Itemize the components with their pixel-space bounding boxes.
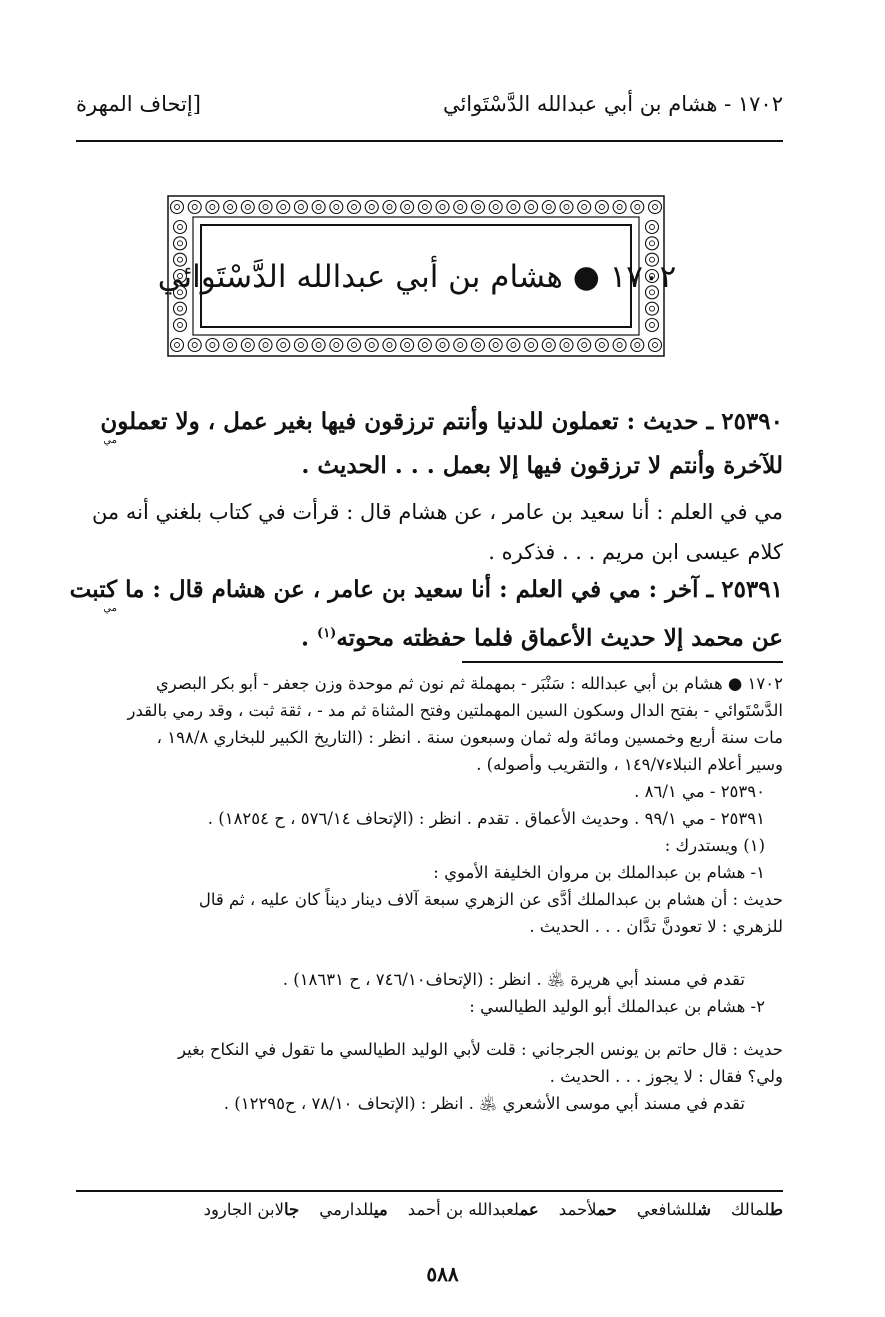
border-motif-core	[192, 343, 197, 348]
border-motif-core	[546, 343, 551, 348]
border-motif	[241, 201, 254, 214]
border-motif-core	[245, 205, 250, 210]
border-motif	[348, 201, 361, 214]
abbreviation-item	[731, 1200, 783, 1219]
border-motif-core	[369, 343, 374, 348]
hadith-25391-line-2: عن محمد إلا حديث الأعماق فلما حفظته محوته$^{(١)}$ .	[301, 624, 783, 652]
abbreviation-label: لمالك	[730, 1200, 770, 1219]
border-motif-core	[228, 343, 233, 348]
footnote-line: الدَّسْتَوائي - بفتح الدال وسكون السين المهملتين وفتح المثناة ثم مد - ، ثقة ثبت ، وقد رمي بالقدر	[127, 701, 783, 720]
border-motif-core	[405, 343, 410, 348]
border-motif	[312, 339, 325, 352]
border-motif	[646, 302, 659, 315]
border-motif-core	[352, 343, 357, 348]
border-motif-core	[316, 205, 321, 210]
footnote-line: ٢٥٣٩٠ - مي ٨٦/١ .	[634, 782, 765, 801]
footer-divider	[76, 1190, 783, 1192]
border-motif-core	[564, 343, 569, 348]
footnote-divider	[462, 661, 783, 663]
border-motif	[489, 339, 502, 352]
border-motif-core	[458, 205, 463, 210]
border-motif	[631, 339, 644, 352]
border-motif-core	[635, 343, 640, 348]
abbreviation-item	[204, 1200, 300, 1219]
border-motif-core	[298, 343, 303, 348]
border-motif	[489, 201, 502, 214]
border-motif-core	[228, 205, 233, 210]
border-motif-core	[245, 343, 250, 348]
hadith-25391-marker: مي	[103, 603, 117, 614]
footnote-line: تقدم في مسند أبي هريرة ﵁ . انظر : (الإتحاف٧٤٦/١٠ ، ح ١٨٦٣١) .	[282, 970, 745, 989]
border-motif	[401, 201, 414, 214]
abbreviation-code: جا	[283, 1200, 300, 1219]
hadith-25390-line-2: للآخرة وأنتم لا ترزقون فيها إلا بعمل . . . الحديث .	[301, 452, 783, 479]
border-motif-core	[617, 343, 622, 348]
footnote-line: حديث : قال حاتم بن يونس الجرجاني : قلت لأبي الوليد الطيالسي ما تقول في النكاح بغير	[178, 1040, 783, 1059]
border-motif	[171, 201, 184, 214]
border-motif-core	[511, 205, 516, 210]
border-motif-core	[546, 205, 551, 210]
footnote-line: وسير أعلام النبلاء١٤٩/٧ ، والتقريب وأصوله) .	[476, 755, 783, 774]
hadith-25390-line-1: ٢٥٣٩٠ ـ حديث : تعملون للدنيا وأنتم ترزقون فيها بغير عمل ، ولا تعملون	[100, 408, 783, 435]
border-motif	[507, 201, 520, 214]
abbreviation-item	[319, 1200, 388, 1219]
border-motif	[595, 201, 608, 214]
border-motif	[348, 339, 361, 352]
border-motif	[649, 201, 662, 214]
border-motif	[312, 201, 325, 214]
border-motif	[330, 339, 343, 352]
border-motif	[646, 221, 659, 234]
border-motif	[542, 339, 555, 352]
border-motif	[294, 339, 307, 352]
abbreviation-code: حم	[597, 1200, 617, 1219]
border-motif-core	[263, 205, 268, 210]
footnote-line: ١٧٠٢ ● هشام بن أبي عبدالله : سَنْبَر - بمهملة ثم نون ثم موحدة وزن جعفر - أبو بكر البصري	[155, 674, 783, 693]
border-motif-core	[210, 343, 215, 348]
footnote-line: ٢٥٣٩١ - مي ٩٩/١ . وحديث الأعماق . تقدم . انظر : (الإتحاف ٥٧٦/١٤ ، ح ١٨٢٥٤) .	[207, 809, 765, 828]
border-motif	[560, 339, 573, 352]
border-motif-core	[650, 323, 655, 328]
footnote-line: حديث : أن هشام بن عبدالملك أدَّى عن الزهري سبعة آلاف دينار ديناً كان عليه ، ثم قال	[198, 890, 783, 909]
abbreviation-label: للشافعي	[636, 1200, 698, 1219]
border-motif	[206, 201, 219, 214]
border-motif	[174, 221, 187, 234]
border-motif-core	[281, 205, 286, 210]
border-motif	[631, 201, 644, 214]
border-motif-core	[529, 343, 534, 348]
border-motif	[383, 201, 396, 214]
border-motif	[330, 201, 343, 214]
border-motif	[418, 201, 431, 214]
border-motif	[436, 201, 449, 214]
border-motif-core	[599, 343, 604, 348]
border-motif	[171, 339, 184, 352]
border-motif-core	[316, 343, 321, 348]
abbreviation-label: للدارمي	[319, 1200, 374, 1219]
border-motif-core	[422, 343, 427, 348]
border-motif-core	[653, 343, 658, 348]
border-motif	[613, 201, 626, 214]
footnote-line: ١- هشام بن عبدالملك بن مروان الخليفة الأموي :	[433, 863, 765, 882]
abbreviations-key	[76, 1200, 783, 1230]
abbreviation-code: ط	[769, 1200, 783, 1219]
border-motif-core	[334, 343, 339, 348]
border-motif	[649, 339, 662, 352]
border-motif	[454, 339, 467, 352]
border-motif	[646, 237, 659, 250]
border-motif-core	[440, 205, 445, 210]
chapter-title-frame	[157, 195, 677, 357]
footnote-line: ولي؟ فقال : لا يجوز . . . الحديث .	[549, 1067, 783, 1086]
border-motif-core	[263, 343, 268, 348]
header-divider	[76, 140, 783, 142]
border-motif	[436, 339, 449, 352]
border-motif	[646, 319, 659, 332]
border-motif-core	[650, 225, 655, 230]
border-motif-core	[650, 306, 655, 311]
border-motif	[578, 201, 591, 214]
footnote-reference: (١)	[317, 626, 337, 641]
abbreviation-code: ش	[697, 1200, 711, 1219]
border-motif	[241, 339, 254, 352]
border-motif	[206, 339, 219, 352]
footnote-line: ٢- هشام بن عبدالملك أبو الوليد الطيالسي :	[469, 997, 765, 1016]
border-motif	[542, 201, 555, 214]
footnote-line: للزهري : لا تعودنَّ تدَّان . . . الحديث .	[529, 917, 783, 936]
hadith-25390-source-1: مي في العلم : أنا سعيد بن عامر ، عن هشام قال : قرأت في كتاب بلغني أنه من	[91, 500, 783, 524]
chapter-title: ١٧٠٢ ● هشام بن أبي عبدالله الدَّسْتَوائي	[157, 259, 677, 295]
abbreviation-item	[408, 1200, 539, 1219]
border-motif-core	[175, 205, 180, 210]
border-motif-core	[281, 343, 286, 348]
border-motif-core	[635, 205, 640, 210]
border-motif	[454, 201, 467, 214]
hadith-25390-source-2: كلام عيسى ابن مريم . . . فذكره .	[488, 540, 783, 564]
running-head-title: ١٧٠٢ - هشام بن أبي عبدالله الدَّسْتَوائي	[442, 92, 783, 116]
border-motif	[224, 201, 237, 214]
footnote-line: مات سنة أربع وخمسين ومائة وله ثمان وسبعون سنة . انظر : (التاريخ الكبير للبخاري ١٩٨/٨ ،	[156, 728, 783, 747]
border-motif-core	[582, 205, 587, 210]
abbreviation-code: عم	[519, 1200, 539, 1219]
border-motif	[188, 339, 201, 352]
border-motif	[259, 339, 272, 352]
border-motif	[578, 339, 591, 352]
border-motif-core	[440, 343, 445, 348]
border-motif-core	[511, 343, 516, 348]
border-motif-core	[599, 205, 604, 210]
border-motif-core	[178, 225, 183, 230]
border-motif-core	[352, 205, 357, 210]
border-motif	[365, 201, 378, 214]
border-motif	[259, 201, 272, 214]
border-motif	[418, 339, 431, 352]
border-motif-core	[334, 205, 339, 210]
border-motif	[188, 201, 201, 214]
border-motif-core	[405, 205, 410, 210]
border-motif	[525, 201, 538, 214]
border-motif	[365, 339, 378, 352]
border-motif-core	[529, 205, 534, 210]
border-motif-core	[582, 343, 587, 348]
border-motif	[277, 339, 290, 352]
border-motif	[174, 319, 187, 332]
footnote-line: (١) ويستدرك :	[664, 836, 765, 855]
abbreviation-label: لعبدالله بن أحمد	[407, 1200, 520, 1219]
border-motif-core	[369, 205, 374, 210]
abbreviation-label: لأحمد	[558, 1200, 598, 1219]
running-head-book: [إتحاف المهرة	[76, 92, 201, 116]
abbreviation-code: مي	[373, 1200, 388, 1219]
border-motif-core	[564, 205, 569, 210]
hadith-25390-marker: مي	[103, 435, 117, 446]
abbreviation-item	[559, 1200, 617, 1219]
border-motif-core	[475, 343, 480, 348]
border-motif-core	[493, 343, 498, 348]
border-motif-core	[387, 205, 392, 210]
running-head	[76, 92, 783, 132]
border-motif-core	[387, 343, 392, 348]
abbreviation-item	[637, 1200, 711, 1219]
border-motif	[224, 339, 237, 352]
border-motif	[525, 339, 538, 352]
border-motif-core	[422, 205, 427, 210]
border-motif-core	[653, 205, 658, 210]
border-motif-core	[178, 323, 183, 328]
border-motif	[560, 201, 573, 214]
border-motif	[471, 339, 484, 352]
border-motif	[383, 339, 396, 352]
border-motif-core	[178, 306, 183, 311]
border-motif-core	[178, 241, 183, 246]
border-motif	[277, 201, 290, 214]
border-motif-core	[650, 241, 655, 246]
border-motif	[401, 339, 414, 352]
border-motif	[471, 201, 484, 214]
border-motif-core	[175, 343, 180, 348]
abbreviation-label: لابن الجارود	[203, 1200, 284, 1219]
border-motif-core	[210, 205, 215, 210]
border-motif-core	[298, 205, 303, 210]
border-motif	[174, 237, 187, 250]
border-motif	[595, 339, 608, 352]
border-motif-core	[617, 205, 622, 210]
border-motif-core	[192, 205, 197, 210]
border-motif-core	[458, 343, 463, 348]
page-number: ٥٨٨	[426, 1262, 459, 1286]
border-motif	[174, 302, 187, 315]
border-motif-core	[493, 205, 498, 210]
hadith-25391-line-1: ٢٥٣٩١ ـ آخر : مي في العلم : أنا سعيد بن عامر ، عن هشام قال : ما كتبت	[69, 576, 783, 603]
footnote-line: تقدم في مسند أبي موسى الأشعري ﵁ . انظر : (الإتحاف ٧٨/١٠ ، ح١٢٢٩٥) .	[223, 1094, 745, 1113]
border-motif	[294, 201, 307, 214]
border-motif	[507, 339, 520, 352]
border-motif-core	[475, 205, 480, 210]
border-motif	[613, 339, 626, 352]
